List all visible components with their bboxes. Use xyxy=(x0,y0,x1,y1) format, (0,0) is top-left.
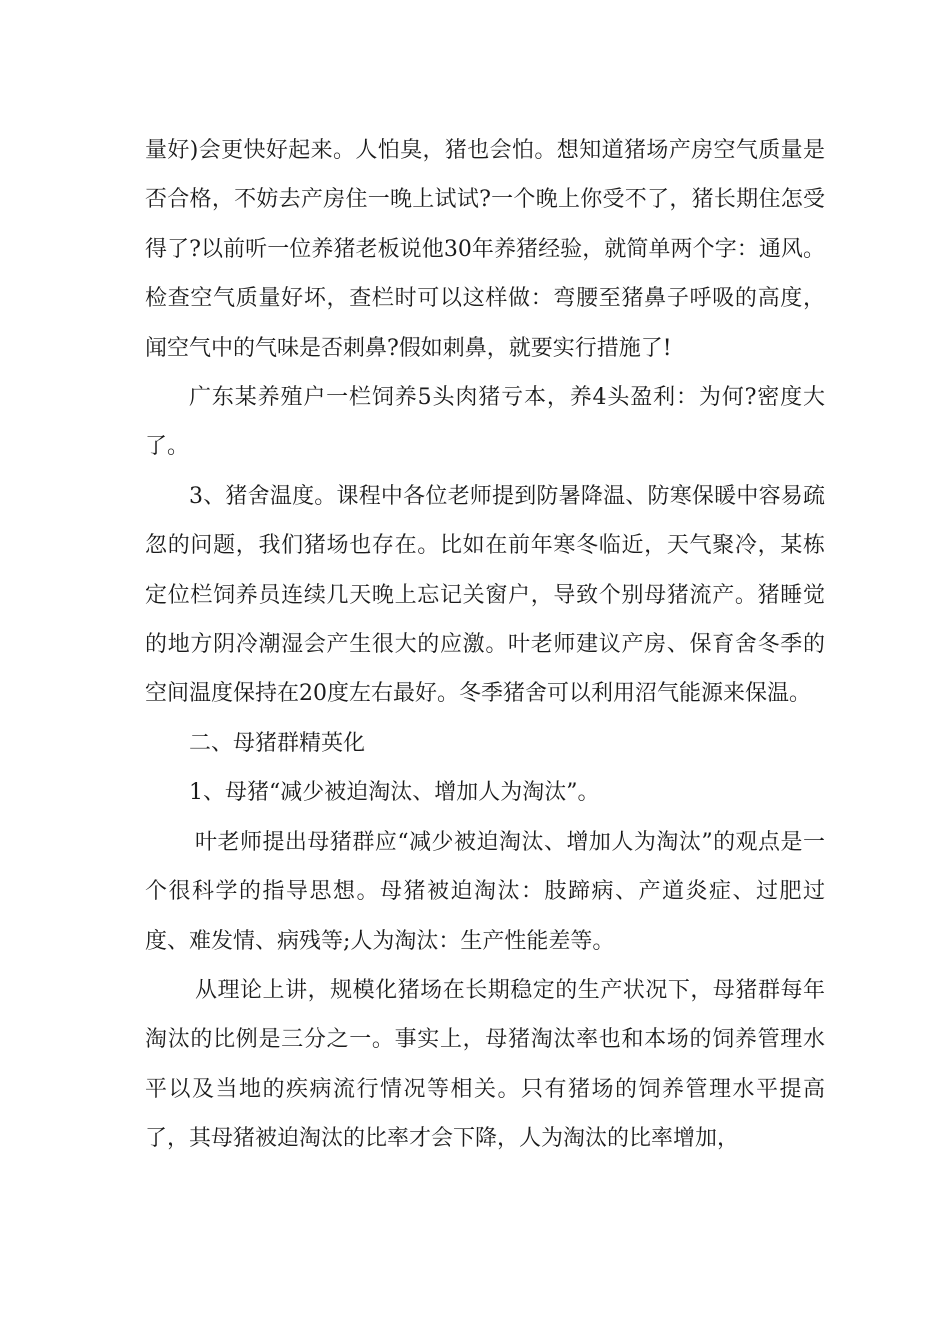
paragraph-culling-viewpoint: 叶老师提出母猪群应“减少被迫淘汰、增加人为淘汰”的观点是一个很科学的指导思想。母猪被迫淘汰：肢蹄病、产道炎症、过肥过度、难发情、病残等;人为淘汰：生产性能差等。 xyxy=(145,829,825,954)
paragraph-pen-temperature: 3、猪舍温度。课程中各位老师提到防暑降温、防寒保暖中容易疏忽的问题，我们猪场也存在。比如在前年寒冬临近，天气聚冷，某栋定位栏饲养员连续几天晚上忘记关窗户，导致个别母猪流产。猪睡觉的地方阴冷潮湿会产生很大的应激。叶老师建议产房、保育舍冬季的空间温度保持在20度左右最好。冬季猪舍可以利用沼气能源来保温。 xyxy=(145,483,825,707)
paragraph-culling-theory: 从理论上讲，规模化猪场在长期稳定的生产状况下，母猪群每年淘汰的比例是三分之一。事实上，母猪淘汰率也和本场的饲养管理水平以及当地的疾病流行情况等相关。只有猪场的饲养管理水平提高了，其母猪被迫淘汰的比率才会下降，人为淘汰的比率增加， xyxy=(145,977,825,1152)
paragraph-air-quality: 量好)会更快好起来。人怕臭，猪也会怕。想知道猪场产房空气质量是否合格，不妨去产房住一晚上试试?一个晚上你受不了，猪长期住怎受得了?以前听一位养猪老板说他30年养猪经验，就简单两个字：通风。检查空气质量好坏，查栏时可以这样做：弯腰至猪鼻子呼吸的高度，闻空气中的气味是否刺鼻?假如刺鼻，就要实行措施了! xyxy=(145,138,825,361)
document-body xyxy=(145,126,825,1164)
subheading-culling: 1、母猪“减少被迫淘汰、增加人为淘汰”。 xyxy=(189,780,600,806)
paragraph-stocking-density: 广东某养殖户一栏饲养5头肉猪亏本，养4头盈利：为何?密度大了。 xyxy=(145,385,825,460)
section-heading-sow-herd: 二、母猪群精英化 xyxy=(189,730,366,756)
